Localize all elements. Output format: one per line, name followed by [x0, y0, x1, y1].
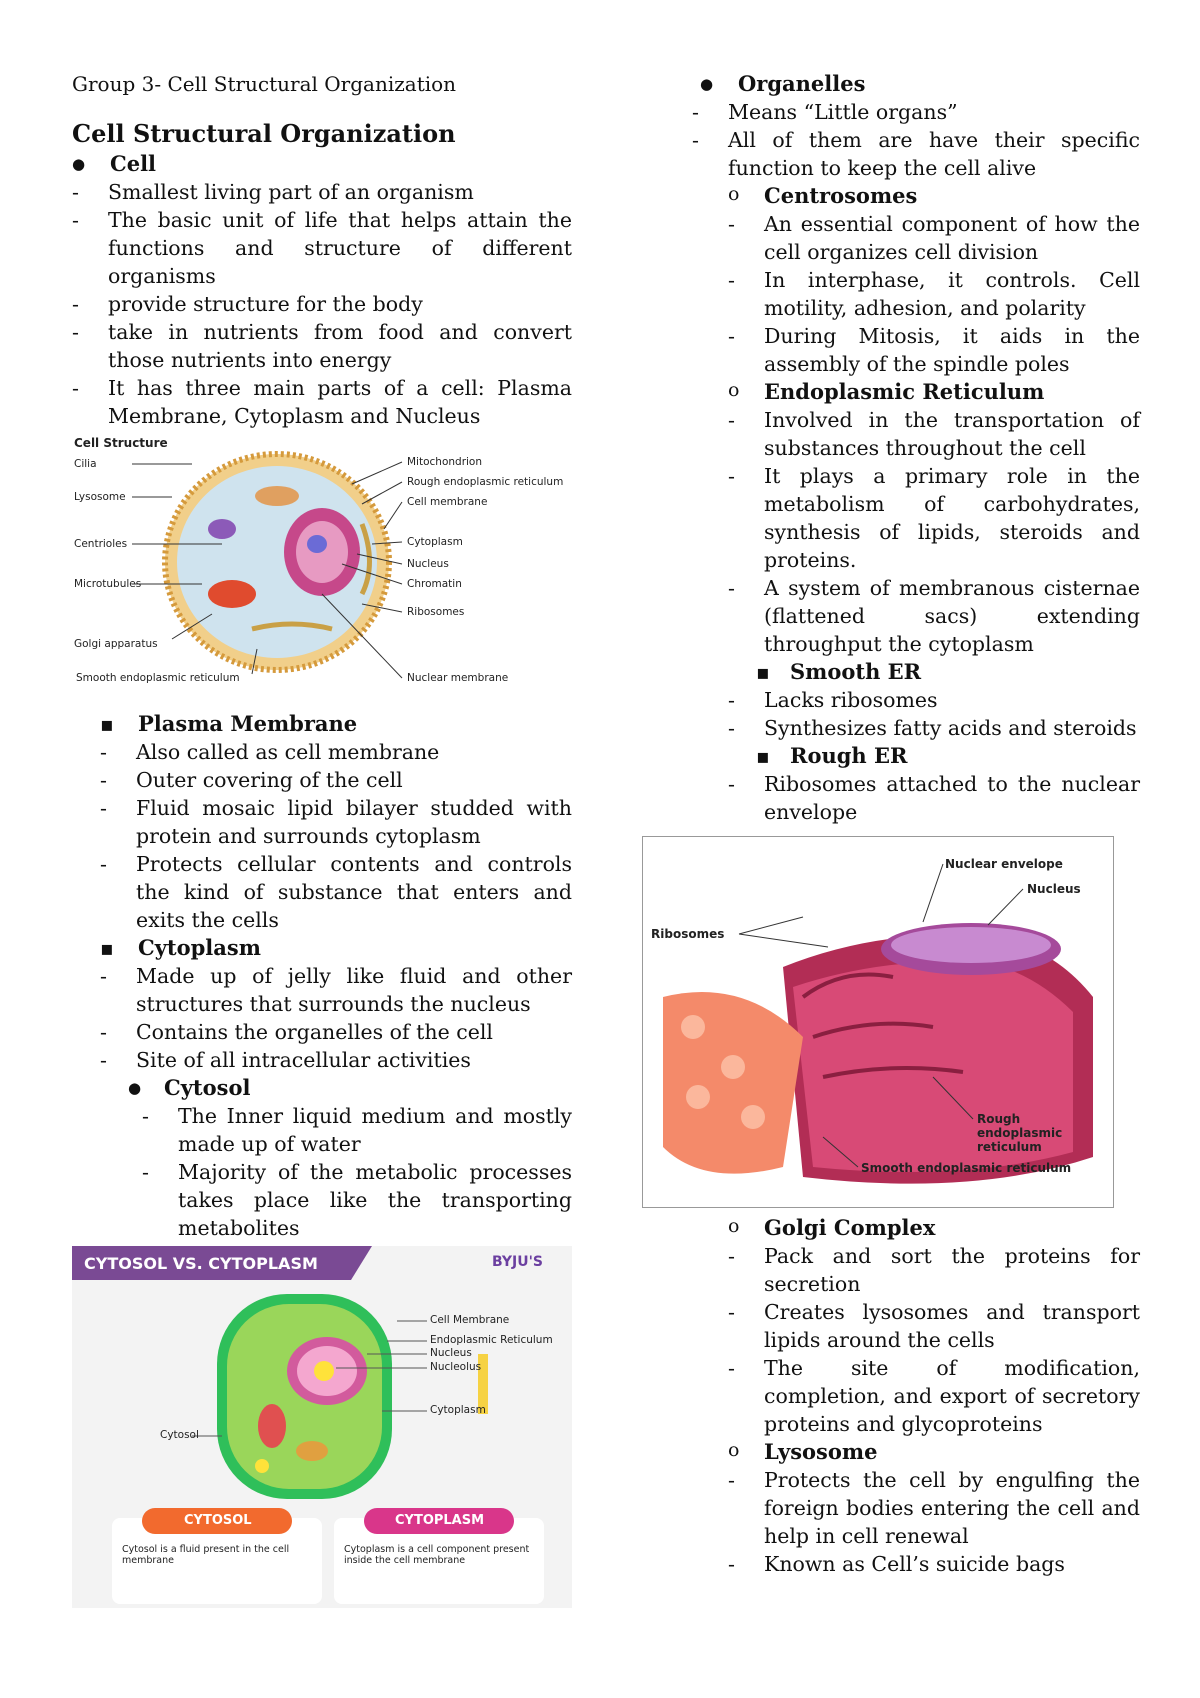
figure-title: Cell Structure	[74, 436, 168, 450]
cytosol-point: - Majority of the metabolic processes takes place like the transporting metabolites	[142, 1158, 572, 1242]
label-cytoplasm: Cytoplasm	[430, 1404, 486, 1416]
cytoplasm-point: - Contains the organelles of the cell	[100, 1018, 572, 1046]
cell-point: - The basic unit of life that helps attain the functions and structure of different organisms	[72, 206, 572, 290]
bullet-organelles: ● Organelles	[700, 70, 1140, 98]
er-point: - Involved in the transportation of substances throughout the cell	[728, 406, 1140, 462]
label-nucleolus: Nucleolus	[430, 1361, 482, 1373]
label-nucleus: Nucleus	[430, 1347, 472, 1359]
bullet-smooth-er: ▪ Smooth ER	[756, 658, 1140, 686]
label-mitochondrion: Mitochondrion	[407, 456, 483, 468]
cytoplasm-point: - Made up of jelly like fluid and other structures that surrounds the nucleus	[100, 962, 572, 1018]
bullet-rough-er: ▪ Rough ER	[756, 742, 1140, 770]
bullet-centrosomes: o Centrosomes	[728, 182, 1140, 210]
bullet-cytosol: ● Cytosol	[128, 1074, 572, 1102]
centrosomes-point: - In interphase, it controls. Cell motility, adhesion, and polarity	[728, 266, 1140, 322]
section-title: Cell Structural Organization	[72, 119, 456, 148]
bullet-golgi-complex: o Golgi Complex	[728, 1214, 1140, 1242]
cell-structure-figure	[72, 434, 572, 704]
label-nuclear-membrane: Nuclear membrane	[407, 672, 509, 684]
label-microtubules: Microtubules	[74, 578, 142, 590]
label-smooth-er: Smooth endoplasmic reticulum	[861, 1161, 1072, 1175]
smooth-er-point: - Synthesizes fatty acids and steroids	[728, 714, 1140, 742]
label-nuclear-envelope: Nuclear envelope	[945, 857, 1063, 871]
bullet-cytoplasm: ▪ Cytoplasm	[100, 934, 572, 962]
label-rough-er: Rough endoplasmic reticulum	[977, 1112, 1063, 1154]
er-figure	[642, 836, 1114, 1208]
label-cilia: Cilia	[74, 458, 97, 470]
organelles-point: - All of them are have their specific function to keep the cell alive	[692, 126, 1140, 182]
cytoplasm-card-title: CYTOPLASM	[395, 1513, 485, 1528]
label-chromatin: Chromatin	[407, 578, 462, 590]
label-cytoplasm: Cytoplasm	[407, 536, 463, 548]
cytoplasm-point: - Site of all intracellular activities	[100, 1046, 572, 1074]
label-ribosomes: Ribosomes	[407, 606, 465, 618]
cytoplasm-card-text: Cytoplasm is a cell component present inside the cell membrane	[344, 1544, 530, 1566]
bullet-lysosome: o Lysosome	[728, 1438, 1140, 1466]
lysosome-point: - Known as Cell’s suicide bags	[728, 1550, 1140, 1578]
label-ribosomes: Ribosomes	[651, 927, 725, 941]
golgi-point: - Creates lysosomes and transport lipids around the cells	[728, 1298, 1140, 1354]
golgi-point: - The site of modification, completion, and export of secretory proteins and glycoproteins	[728, 1354, 1140, 1438]
bullet-endoplasmic-reticulum: o Endoplasmic Reticulum	[728, 378, 1140, 406]
cell-point: - provide structure for the body	[72, 290, 572, 318]
rough-er-point: - Ribosomes attached to the nuclear envelope	[728, 770, 1140, 826]
label-cell-membrane: Cell membrane	[407, 496, 488, 508]
label-rough-er: Rough endoplasmic reticulum	[407, 476, 564, 488]
centrosomes-point: - During Mitosis, it aids in the assembly of the spindle poles	[728, 322, 1140, 378]
brand-logo: BYJU'S	[492, 1254, 543, 1270]
document-header: Group 3- Cell Structural Organization	[72, 72, 457, 96]
organelles-point: - Means “Little organs”	[692, 98, 1140, 126]
left-column	[72, 70, 572, 1614]
lysosome-point: - Protects the cell by engulfing the foreign bodies entering the cell and help in cell renewal	[728, 1466, 1140, 1550]
cytosol-card-text: Cytosol is a fluid present in the cell membrane	[122, 1544, 290, 1566]
centrosomes-point: - An essential component of how the cell organizes cell division	[728, 210, 1140, 266]
cell-point: - It has three main parts of a cell: Plasma Membrane, Cytoplasm and Nucleus	[72, 374, 572, 430]
plasma-point: - Outer covering of the cell	[100, 766, 572, 794]
label-nucleus: Nucleus	[407, 558, 449, 570]
label-lysosome: Lysosome	[74, 491, 126, 503]
golgi-point: - Pack and sort the proteins for secretion	[728, 1242, 1140, 1298]
label-centrioles: Centrioles	[74, 538, 128, 550]
label-nucleus: Nucleus	[1027, 882, 1081, 896]
cell-point: - take in nutrients from food and convert those nutrients into energy	[72, 318, 572, 374]
er-point: - It plays a primary role in the metabolism of carbohydrates, synthesis of lipids, steroids and proteins.	[728, 462, 1140, 574]
smooth-er-point: - Lacks ribosomes	[728, 686, 1140, 714]
label-cell-membrane: Cell Membrane	[430, 1314, 510, 1326]
er-point: - A system of membranous cisternae (flattened sacs) extending throughput the cytoplasm	[728, 574, 1140, 658]
cell-diagram	[72, 434, 572, 704]
cytosol-vs-cytoplasm-figure	[72, 1246, 572, 1608]
cytosol-point: - The Inner liquid medium and mostly made up of water	[142, 1102, 572, 1158]
plasma-point: - Also called as cell membrane	[100, 738, 572, 766]
right-column	[651, 70, 1140, 1578]
bullet-plasma-membrane: ▪ Plasma Membrane	[100, 710, 572, 738]
plasma-point: - Protects cellular contents and controls the kind of substance that enters and exits the cells	[100, 850, 572, 934]
label-cytosol: Cytosol	[160, 1429, 199, 1441]
label-smooth-er: Smooth endoplasmic reticulum	[76, 672, 240, 684]
plasma-point: - Fluid mosaic lipid bilayer studded with protein and surrounds cytoplasm	[100, 794, 572, 850]
figure-title: CYTOSOL VS. CYTOPLASM	[84, 1254, 318, 1273]
label-endoplasmic-reticulum: Endoplasmic Reticulum	[430, 1334, 553, 1346]
label-golgi: Golgi apparatus	[74, 638, 158, 650]
cell-point: - Smallest living part of an organism	[72, 178, 572, 206]
cytosol-card-title: CYTOSOL	[184, 1513, 252, 1528]
bullet-cell: ● Cell	[72, 150, 572, 178]
